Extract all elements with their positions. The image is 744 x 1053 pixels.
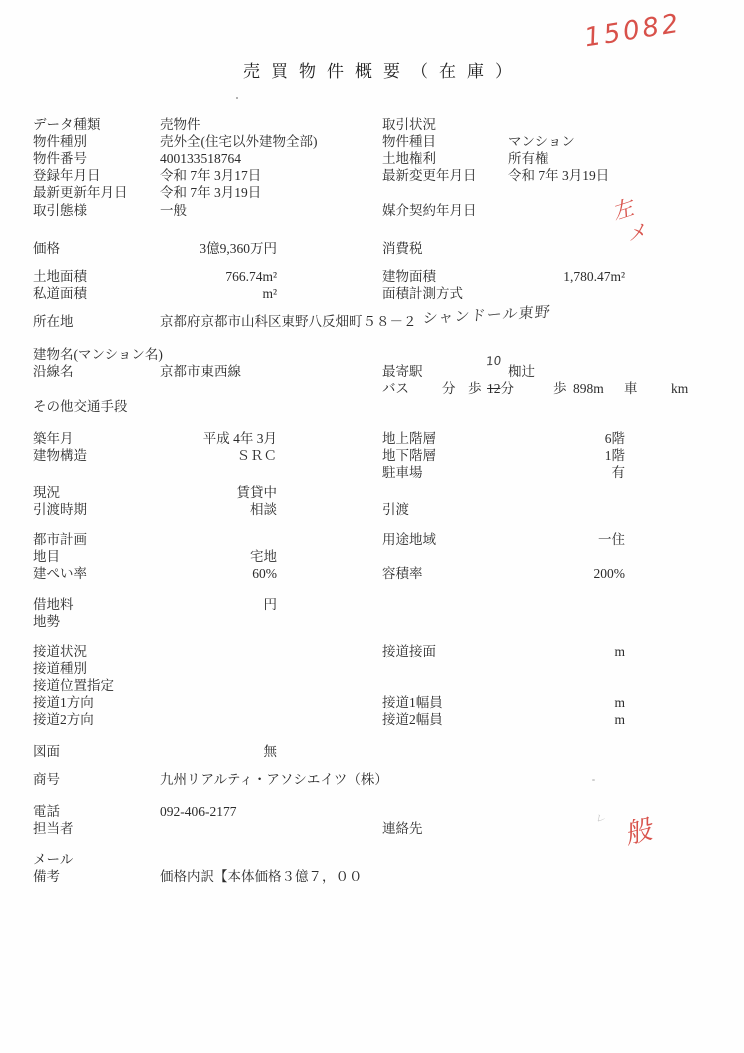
field-value: 3億9,360万円 [199,241,277,256]
field-value: 九州リアルティ・アソシエイツ（株） [160,772,388,787]
handwritten-margin-note-char2: メ [625,220,649,246]
field-value: 椥辻 [508,364,535,379]
field-value: 一般 [160,203,187,218]
field-label: 地下階層 [382,448,436,463]
form-row [0,240,744,257]
field-label: 最新更新年月日 [33,185,128,200]
field-label: その他交通手段 [33,399,128,414]
field-label: 地目 [33,549,60,564]
form-row [0,313,744,330]
field-value: 円 [263,597,277,612]
field-label: 所在地 [33,314,74,329]
field-value: m² [262,286,277,301]
field-label: 築年月 [33,431,74,446]
field-value: 京都府京都市山科区東野八反畑町５８－２ [160,314,417,329]
form-row [0,464,744,481]
field-label: 接道1方向 [33,695,94,710]
field-label: 接道1幅員 [382,695,443,710]
field-value: 京都市東西線 [160,364,241,379]
field-label: 引渡時期 [33,502,87,517]
field-label: 登録年月日 [33,168,101,183]
form-row [0,596,744,613]
transport-car-unit: km [671,381,689,396]
form-row [0,677,744,694]
form-row [0,346,744,363]
form-row [0,711,744,728]
form-row [0,430,744,447]
field-value: 1階 [604,448,625,463]
transport-walk-minutes [487,380,514,397]
field-label: 図面 [33,744,60,759]
field-label: 接道種別 [33,661,87,676]
field-label: 面積計測方式 [382,286,463,301]
field-value: 766.74m² [225,269,277,284]
field-label: 接道状況 [33,644,87,659]
field-label: 借地料 [33,597,74,612]
field-value: 令和 7年 3月17日 [160,168,262,183]
field-label: 建ぺい率 [33,566,87,581]
field-label: 接道2方向 [33,712,94,727]
form-row [0,548,744,565]
field-value: 令和 7年 3月19日 [160,185,262,200]
scan-mark: レ [594,813,607,826]
field-value: 令和 7年 3月19日 [508,168,610,183]
form-row [0,643,744,660]
form-row [0,613,744,630]
field-label: 連絡先 [382,821,423,836]
scan-speck [236,97,238,99]
form-row [0,167,744,184]
field-label: 消費税 [382,241,423,256]
field-label: 現況 [33,485,60,500]
field-label: 物件番号 [33,151,87,166]
form-row [0,694,744,711]
page-title: 売買物件概要（在庫） [243,62,523,81]
field-value: 価格内訳【本体価格３億７，００ [160,869,363,884]
field-label: 最寄駅 [382,364,423,379]
field-value: 相談 [250,502,277,517]
form-row [0,150,744,167]
field-label: 取引態様 [33,203,87,218]
field-label: 接道位置指定 [33,678,114,693]
field-value: m [614,644,625,659]
field-label: 媒介契約年月日 [382,203,477,218]
transport-car-label: 車 [624,381,638,396]
field-value: 1,780.47m² [563,269,625,284]
field-label: 取引状況 [382,117,436,132]
field-label: 担当者 [33,821,74,836]
field-value: 一住 [598,532,625,547]
transport-bus-minutes-unit: 分 [442,381,456,396]
field-label: 接道2幅員 [382,712,443,727]
form-row [0,820,744,837]
walk-minutes-unit: 分 [500,381,514,396]
field-label: 物件種目 [382,134,436,149]
field-label: データ種類 [33,117,101,132]
field-label: 土地面積 [33,269,87,284]
form-row [0,531,744,548]
field-label: 都市計画 [33,532,87,547]
form-row [0,851,744,868]
field-value: 6階 [604,431,625,446]
field-label: 建物名(マンション名) [33,347,163,362]
field-label: 引渡 [382,502,409,517]
transport-bus-label: バス [382,381,409,396]
field-value: 無 [263,744,277,759]
field-value: 400133518764 [160,151,241,166]
field-label: 接道接面 [382,644,436,659]
field-label: 物件種別 [33,134,87,149]
transport-walk-label-2: 歩 [553,381,567,396]
form-row [0,184,744,201]
form-row [0,660,744,677]
field-label: 用途地域 [382,532,436,547]
form-row [0,565,744,582]
handwritten-margin-note-char1: 左 [609,195,637,225]
field-value: 60% [252,566,277,581]
field-label: 私道面積 [33,286,87,301]
field-value: 賃貸中 [236,485,277,500]
form-row [0,484,744,501]
field-label: メール [33,852,74,867]
form-row [0,501,744,518]
field-label: 土地権利 [382,151,436,166]
form-row [0,771,744,788]
field-value: 売外全(住宅以外建物全部) [160,134,318,149]
field-label: 沿線名 [33,364,74,379]
field-value: 平成 4年 3月 [202,431,277,446]
form-row [0,868,744,885]
form-row [0,803,744,820]
field-value: マンション [508,134,575,149]
field-label: 建物構造 [33,448,87,463]
field-label: 建物面積 [382,269,436,284]
field-label: 価格 [33,241,60,256]
field-value: ＳＲＣ [236,448,277,463]
field-label: 備考 [33,869,60,884]
handwritten-bottom-note: 般 [621,814,656,851]
form-row [0,363,744,380]
field-value: 売物件 [160,117,201,132]
handwritten-building-name-note: シャンドール東野 [421,302,552,328]
form-row [0,133,744,150]
transport-distance: 898m [573,381,604,396]
field-label: 商号 [33,772,60,787]
form-row [0,116,744,133]
struck-walk-minutes: 12 [487,381,501,396]
field-label: 地勢 [33,614,60,629]
field-value: 所有権 [508,151,549,166]
form-row [0,202,744,219]
handwritten-walk-minutes-correction: 10 [485,353,502,369]
field-label: 最新変更年月日 [382,168,477,183]
field-value: 200% [593,566,625,581]
form-row [0,285,744,302]
form-row [0,743,744,760]
field-value: 宅地 [250,549,277,564]
field-label: 容積率 [382,566,423,581]
field-label: 電話 [33,804,60,819]
field-value: 有 [611,465,625,480]
field-label: 地上階層 [382,431,436,446]
handwritten-doc-number: 15082 [582,8,684,54]
field-value: m [614,695,625,710]
field-value: 092-406-2177 [160,804,237,819]
field-label: 駐車場 [382,465,423,480]
field-value: m [614,712,625,727]
transport-walk-label-1: 歩 [468,381,482,396]
form-row [0,447,744,464]
transport-row [0,380,744,397]
form-row [0,398,744,415]
form-row [0,268,744,285]
